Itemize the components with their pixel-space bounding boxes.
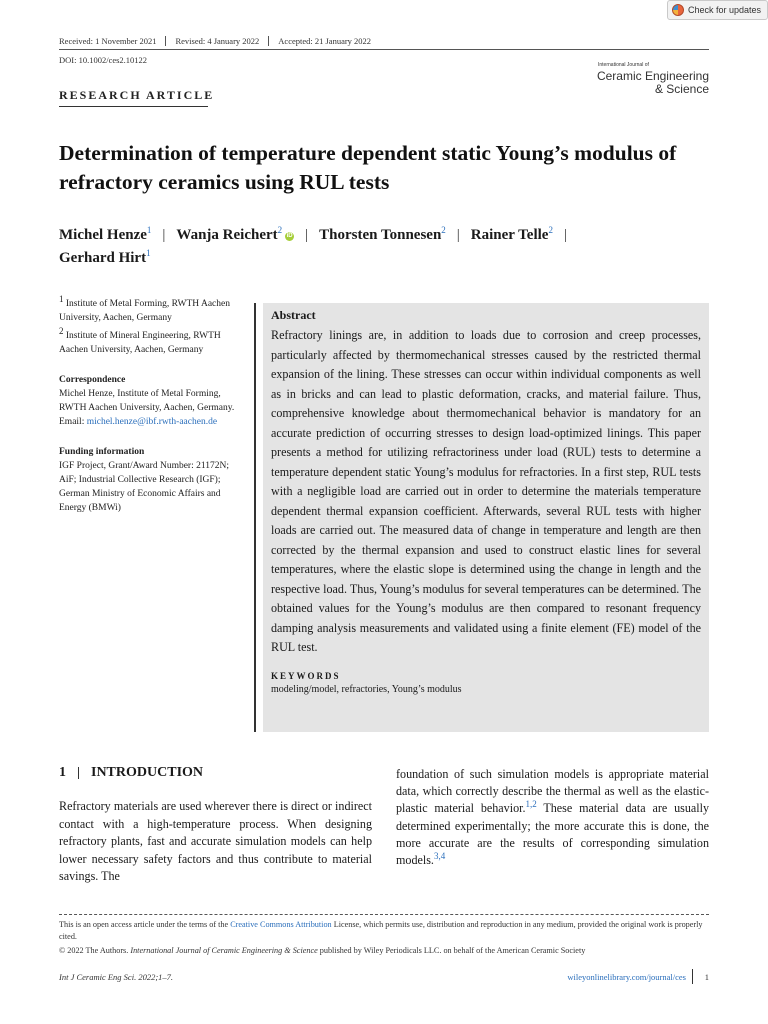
keywords-text: modeling/model, refractories, Young’s modulus	[271, 683, 462, 695]
correspondence-block	[59, 387, 244, 429]
accepted-date: Accepted: 21 January 2022	[278, 36, 372, 46]
funding-heading: Funding information	[59, 447, 145, 457]
license-link[interactable]: Creative Commons Attribution	[230, 920, 332, 929]
intro-text-part: foundation of such simulation models is appropriate material data, which correctly describe the thermal as well as the elastic-plastic material behavior.	[396, 767, 709, 816]
author	[176, 227, 294, 243]
author-list	[59, 224, 709, 270]
copyright-text: © 2022 The Authors.	[59, 946, 131, 955]
journal-logo	[560, 62, 709, 96]
author-affiliation-ref: 2	[548, 225, 553, 235]
check-for-updates-label: Check for updates	[688, 5, 762, 15]
author	[471, 227, 553, 243]
author-name: Gerhard Hirt	[59, 250, 147, 266]
funding-text: IGF Project, Grant/Award Number: 21172N; AiF; Industrial Collective Research (IGF); German Ministry of Economic Affairs and Energy (BMWi)	[59, 461, 230, 513]
copyright-text: published by Wiley Periodicals LLC. on behalf of the American Ceramic Society	[317, 946, 586, 955]
article-type: RESEARCH ARTICLE	[59, 88, 215, 102]
author-separator: |	[456, 227, 460, 243]
article-type-underline	[59, 106, 208, 107]
author-separator: |	[305, 227, 309, 243]
section-title: INTRODUCTION	[91, 765, 204, 780]
revised-date: Revised: 4 January 2022	[175, 36, 269, 46]
correspondence-text: Michel Henze, Institute of Metal Forming, RWTH Aachen University, Aachen, Germany.	[59, 389, 235, 413]
page-number: 1	[704, 972, 709, 982]
affiliation-number: 2	[59, 325, 64, 336]
intro-paragraph-continued	[396, 766, 709, 869]
journal-logo-name-line1: Ceramic Engineering	[596, 69, 709, 83]
author	[59, 227, 151, 243]
abstract-heading: Abstract	[271, 308, 316, 322]
footnote-divider	[59, 914, 709, 915]
journal-logo-prefix: International Journal of	[598, 62, 649, 68]
author-affiliation-ref: 2	[277, 225, 283, 235]
affiliation-1	[59, 293, 244, 325]
journal-logo-name-line2: & Science	[654, 82, 709, 96]
page-number-separator	[692, 969, 693, 984]
copyright-journal: International Journal of Ceramic Engineering & Science	[130, 946, 318, 955]
keywords-heading: KEYWORDS	[271, 670, 341, 681]
license-footnotes	[59, 919, 709, 959]
article-info-column	[59, 293, 244, 519]
citation-ref[interactable]: 3,4	[433, 850, 446, 861]
affiliation-number: 1	[59, 293, 64, 304]
author-name: Wanja Reichert	[176, 227, 278, 243]
license-text: License, which permits use, distribution and reproduction in any medium, provided the original work is properly cited.	[59, 920, 703, 941]
doi[interactable]: DOI: 10.1002/ces2.10122	[59, 55, 148, 65]
section-heading-separator	[78, 767, 79, 779]
body-text-left-column	[59, 798, 372, 886]
intro-paragraph: Refractory materials are used wherever there is direct or indirect contact with a high-temperature process. When designing refractory plants, fast and accurate simulation models can help lower necessary safety factors and thus contribute to material savings. The	[59, 799, 372, 883]
author-separator: |	[563, 227, 567, 243]
affiliation-2	[59, 325, 244, 357]
citation-ref[interactable]: 1,2	[525, 799, 537, 810]
crossmark-icon	[672, 4, 684, 16]
journal-citation: Int J Ceramic Eng Sci. 2022;1–7.	[59, 972, 174, 982]
header-divider	[59, 49, 709, 50]
author-affiliation-ref: 1	[146, 248, 151, 258]
email-label: Email:	[59, 417, 85, 427]
article-dates	[59, 36, 389, 46]
correspondence-heading: Correspondence	[59, 375, 126, 385]
abstract-text: Refractory linings are, in addition to loads due to corrosion and creep processes, particularly affected by thermomechanical stresses caused by the restricted thermal expansion of the lining. These stresses can occur within individual components as well as in bricks and can lead to plastic deformation, cracks, and material failure. Thus, comprehensive knowledge about thermomechanical behavior is mandatory for an accurate prediction of occurring stresses to design load-optimized linings. This paper presents a method for utilizing refractoriness under load (RUL) tests to determine a temperature dependent static Young’s modulus for refractories. In a first step, RUL tests with a negligible load are carried out in order to determine the materials temperature dependent thermal expansion coefficient. Afterwards, several RUL tests with higher loads are carried out. The measured data of change in temperature and length are then corrected by the thermal expansion and used to construct elastic lines for several temperatures, where the elastic slope is determined using the change in length and the respective load. Thus, Young’s modulus for several temperatures can be determined. The obtained values for the Young’s modulus are then compared to resonant frequency damping analysis measurements and validated using a finite element (FE) model of the RUL test.	[271, 328, 701, 654]
affiliation-text: Institute of Metal Forming, RWTH Aachen University, Aachen, Germany	[59, 299, 230, 323]
license-text: This is an open access article under the terms of the	[59, 920, 231, 929]
author	[319, 227, 446, 243]
author-separator: |	[162, 227, 166, 243]
check-for-updates-button[interactable]	[667, 0, 768, 20]
author-affiliation-ref: 2	[441, 225, 446, 235]
orcid-icon[interactable]: iD	[286, 233, 293, 239]
author-name: Rainer Telle	[470, 227, 549, 243]
affiliation-text: Institute of Mineral Engineering, RWTH Aachen University, Aachen, Germany	[59, 331, 221, 355]
journal-website-link[interactable]: wileyonlinelibrary.com/journal/ces	[567, 972, 686, 982]
intro-text-part: These material data are usually determined experimentally; the more accurate this is done, the more accurate are the results of corresponding simulation models.	[396, 801, 710, 868]
author-name: Thorsten Tonnesen	[319, 227, 442, 243]
author-affiliation-ref: 1	[146, 225, 152, 235]
received-date: Received: 1 November 2021	[59, 36, 166, 46]
copyright-note	[59, 945, 709, 957]
license-note	[59, 919, 709, 943]
author-name: Michel Henze	[59, 227, 147, 243]
column-divider	[254, 303, 256, 732]
abstract-box	[263, 303, 709, 732]
author	[59, 250, 151, 266]
section-heading	[59, 765, 203, 781]
email-link[interactable]: michel.henze@ibf.rwth-aachen.de	[86, 417, 218, 427]
section-number: 1	[59, 765, 66, 780]
paper-title: Determination of temperature dependent static Young’s modulus of refractory ceramics using RUL tests	[59, 141, 677, 194]
body-text-right-column	[396, 766, 709, 869]
